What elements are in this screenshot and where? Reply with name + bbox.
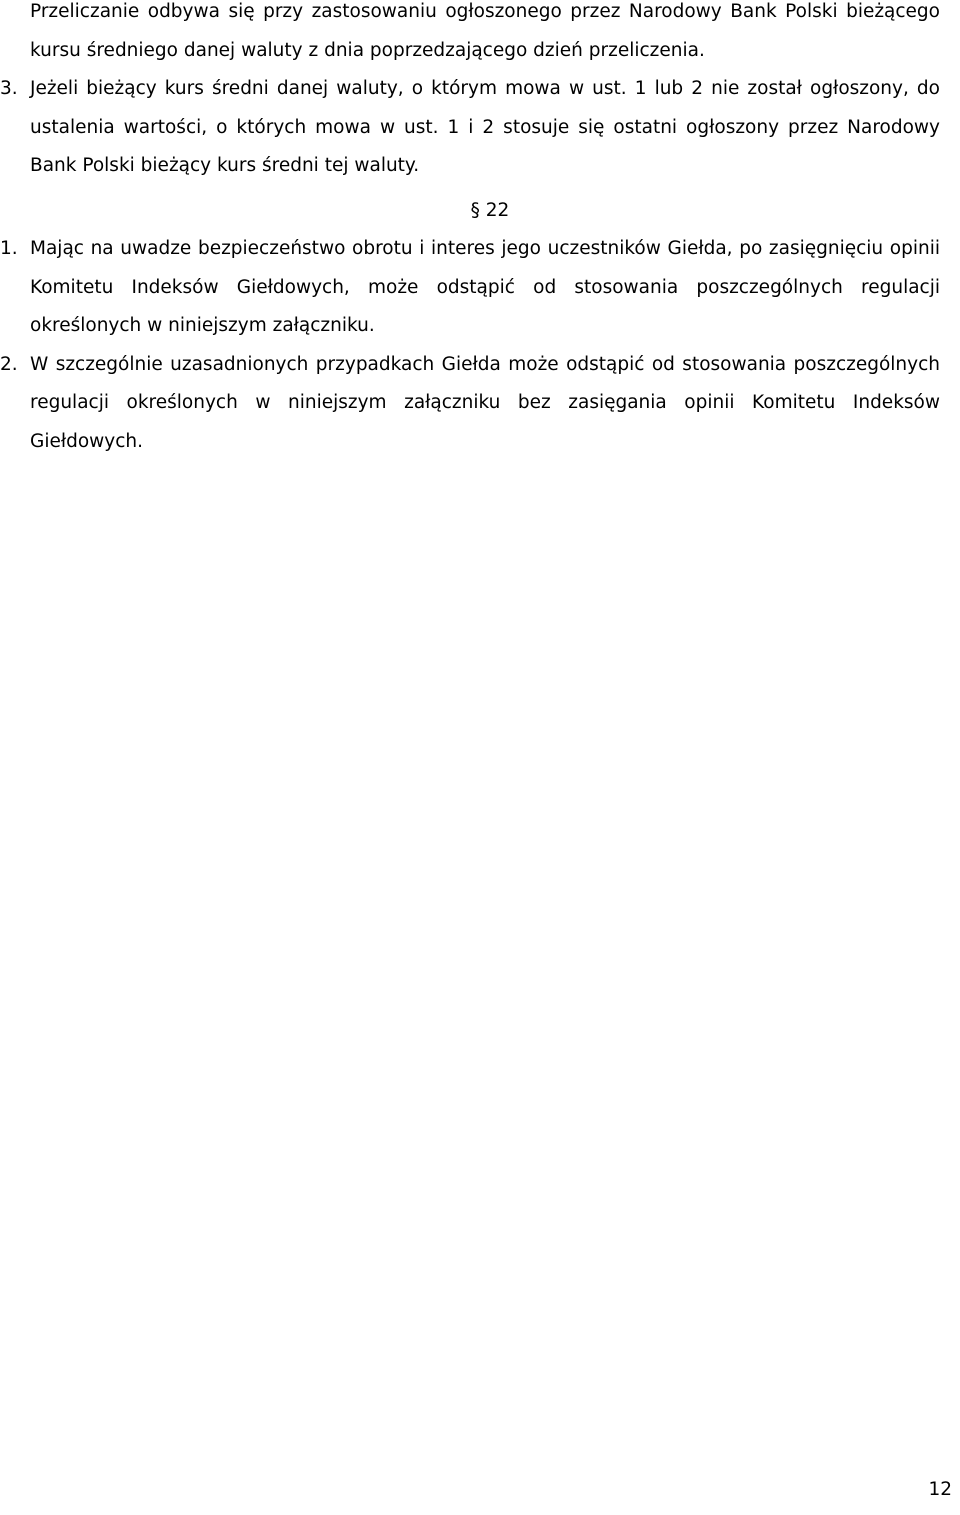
paragraph-conversion: Przeliczanie odbywa się przy zastosowaniu ogłoszonego przez Narodowy Bank Polski bieżącego kursu średniego danej waluty z dnia poprzedzającego dzień przeliczenia. (30, 1, 940, 61)
item-text: W szczególnie uzasadnionych przypadkach Giełda może odstąpić od stosowania poszczególnych regulacji określonych w niniejszym załączniku bez zasięgania opinii Komitetu Indeksów Giełdowych. (30, 353, 940, 452)
item-number: 3. (0, 78, 18, 99)
item-text: Jeżeli bieżący kurs średni danej waluty, o którym mowa w ust. 1 lub 2 nie został ogłoszony, do ustalenia wartości, o których mowa w ust. 1 i 2 stosuje się ostatni ogłoszony przez Narodowy Bank Polski bieżący kurs średni tej waluty. (30, 78, 940, 176)
section-heading: § 22 (470, 199, 510, 221)
page-number: 12 (928, 1479, 952, 1500)
document-body (0, 0, 940, 461)
item-number: 2. (0, 353, 18, 375)
item-text: Mając na uwadze bezpieczeństwo obrotu i interes jego uczestników Giełda, po zasięgnięciu opinii Komitetu Indeksów Giełdowych, może odstąpić od stosowania poszczególnych regulacji określonych w niniejszym załączniku. (30, 238, 940, 336)
list-item-2 (0, 346, 940, 462)
item-number: 1. (0, 238, 18, 259)
list-item-3 (0, 70, 940, 186)
list-item-1 (0, 230, 940, 346)
